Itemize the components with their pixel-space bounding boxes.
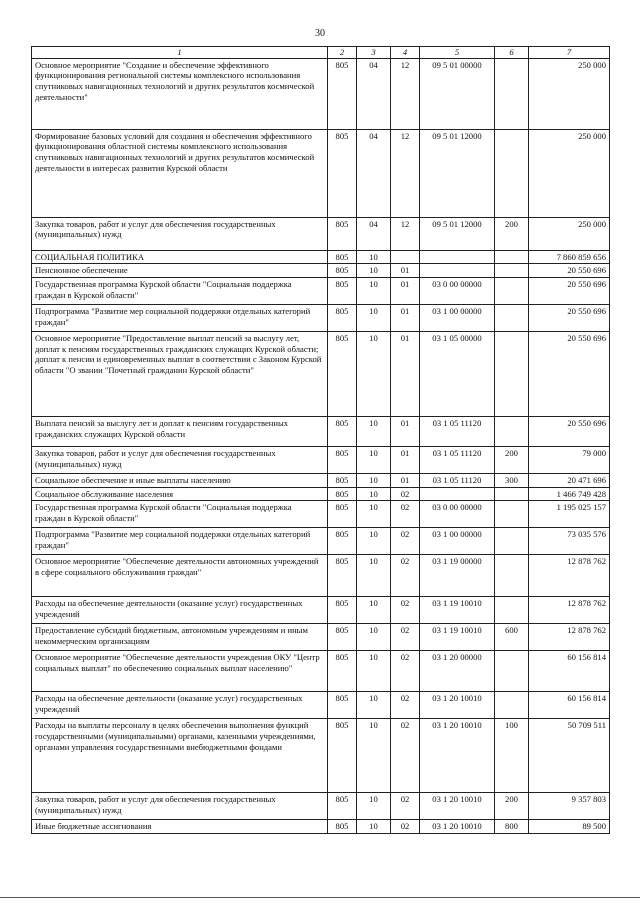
row-name-cell: Закупка товаров, работ и услуг для обеспечения государственных (муниципальных) нужд (32, 217, 328, 250)
subsection-code-cell: 01 (391, 264, 420, 278)
row-name-cell: Расходы на обеспечение деятельности (оказание услуг) государственных учреждений (32, 692, 328, 719)
expense-type-cell (495, 501, 529, 528)
ministry-code-cell: 805 (328, 264, 357, 278)
expense-type-cell (495, 528, 529, 555)
amount-cell: 12 878 762 (529, 597, 610, 624)
subsection-code-cell: 02 (391, 624, 420, 651)
target-article-cell: 03 1 00 00000 (420, 528, 495, 555)
subsection-code-cell: 02 (391, 719, 420, 793)
expense-type-cell (495, 277, 529, 304)
row-name-cell: Закупка товаров, работ и услуг для обеспечения государственных (муниципальных) нужд (32, 793, 328, 820)
table-row (32, 501, 610, 528)
table-row (32, 416, 610, 446)
amount-cell: 12 878 762 (529, 624, 610, 651)
ministry-code-cell: 805 (328, 304, 357, 331)
subsection-code-cell: 01 (391, 446, 420, 473)
amount-cell: 79 000 (529, 446, 610, 473)
expense-type-cell (495, 250, 529, 264)
section-code-cell: 10 (357, 304, 391, 331)
expense-type-cell: 200 (495, 217, 529, 250)
section-code-cell: 04 (357, 217, 391, 250)
ministry-code-cell: 805 (328, 473, 357, 487)
section-code-cell: 10 (357, 264, 391, 278)
amount-cell: 60 156 814 (529, 651, 610, 692)
row-name-cell: Подпрограмма "Развитие мер социальной поддержки отдельных категорий граждан" (32, 304, 328, 331)
target-article-cell: 03 1 05 11120 (420, 473, 495, 487)
expense-type-cell (495, 651, 529, 692)
section-code-cell: 10 (357, 487, 391, 501)
row-name-cell: Подпрограмма "Развитие мер социальной поддержки отдельных категорий граждан" (32, 528, 328, 555)
expense-type-cell: 200 (495, 793, 529, 820)
section-code-cell: 10 (357, 501, 391, 528)
budget-table (31, 46, 610, 834)
target-article-cell: 03 0 00 00000 (420, 277, 495, 304)
ministry-code-cell: 805 (328, 651, 357, 692)
section-code-cell: 10 (357, 597, 391, 624)
amount-cell: 1 195 025 157 (529, 501, 610, 528)
section-code-cell: 10 (357, 416, 391, 446)
section-code-cell: 10 (357, 331, 391, 416)
table-row (32, 597, 610, 624)
row-name-cell: Формирование базовых условий для создания и обеспечения эффективного функционирования областной системы комплексного использования спутниковых навигационных технологий и других результатов космической деятельности в интересах развития Курской области (32, 129, 328, 217)
table-row (32, 129, 610, 217)
row-name-cell: Пенсионное обеспечение (32, 264, 328, 278)
amount-cell: 20 471 696 (529, 473, 610, 487)
column-header: 3 (357, 47, 391, 59)
amount-cell: 250 000 (529, 129, 610, 217)
ministry-code-cell: 805 (328, 277, 357, 304)
row-name-cell: Расходы на обеспечение деятельности (оказание услуг) государственных учреждений (32, 597, 328, 624)
expense-type-cell: 100 (495, 719, 529, 793)
subsection-code-cell: 02 (391, 487, 420, 501)
section-code-cell: 04 (357, 129, 391, 217)
subsection-code-cell: 01 (391, 277, 420, 304)
target-article-cell: 03 0 00 00000 (420, 501, 495, 528)
amount-cell: 250 000 (529, 58, 610, 129)
target-article-cell: 09 5 01 12000 (420, 129, 495, 217)
amount-cell: 50 709 511 (529, 719, 610, 793)
section-code-cell: 10 (357, 793, 391, 820)
section-code-cell: 10 (357, 528, 391, 555)
table-row (32, 555, 610, 597)
target-article-cell: 03 1 19 00000 (420, 555, 495, 597)
amount-cell: 20 550 696 (529, 416, 610, 446)
subsection-code-cell: 12 (391, 217, 420, 250)
column-header: 1 (32, 47, 328, 59)
section-code-cell: 10 (357, 277, 391, 304)
amount-cell: 20 550 696 (529, 264, 610, 278)
section-code-cell: 10 (357, 692, 391, 719)
ministry-code-cell: 805 (328, 129, 357, 217)
subsection-code-cell: 02 (391, 501, 420, 528)
row-name-cell: Социальное обслуживание населения (32, 487, 328, 501)
ministry-code-cell: 805 (328, 446, 357, 473)
expense-type-cell: 300 (495, 473, 529, 487)
row-name-cell: СОЦИАЛЬНАЯ ПОЛИТИКА (32, 250, 328, 264)
subsection-code-cell: 01 (391, 331, 420, 416)
ministry-code-cell: 805 (328, 528, 357, 555)
row-name-cell: Основное мероприятие "Обеспечение деятельности автономных учреждений в сфере социального обслуживания граждан" (32, 555, 328, 597)
section-code-cell: 10 (357, 651, 391, 692)
target-article-cell: 03 1 20 10010 (420, 820, 495, 834)
expense-type-cell: 600 (495, 624, 529, 651)
subsection-code-cell (391, 250, 420, 264)
row-name-cell: Социальное обеспечение и иные выплаты населению (32, 473, 328, 487)
amount-cell: 60 156 814 (529, 692, 610, 719)
target-article-cell: 09 5 01 12000 (420, 217, 495, 250)
amount-cell: 7 860 859 656 (529, 250, 610, 264)
expense-type-cell (495, 304, 529, 331)
table-row (32, 277, 610, 304)
ministry-code-cell: 805 (328, 793, 357, 820)
table-row (32, 331, 610, 416)
expense-type-cell (495, 487, 529, 501)
ministry-code-cell: 805 (328, 416, 357, 446)
subsection-code-cell: 02 (391, 651, 420, 692)
expense-type-cell (495, 692, 529, 719)
section-code-cell: 10 (357, 473, 391, 487)
subsection-code-cell: 01 (391, 473, 420, 487)
subsection-code-cell: 02 (391, 597, 420, 624)
table-row (32, 793, 610, 820)
section-code-cell: 04 (357, 58, 391, 129)
row-name-cell: Основное мероприятие "Обеспечение деятельности учреждения ОКУ "Центр социальных выплат" по обеспечению социальных выплат населению" (32, 651, 328, 692)
table-row (32, 487, 610, 501)
subsection-code-cell: 02 (391, 528, 420, 555)
ministry-code-cell: 805 (328, 250, 357, 264)
table-row (32, 250, 610, 264)
page-number: 30 (315, 28, 325, 39)
table-row (32, 820, 610, 834)
ministry-code-cell: 805 (328, 719, 357, 793)
amount-cell: 20 550 696 (529, 277, 610, 304)
subsection-code-cell: 02 (391, 820, 420, 834)
column-header: 2 (328, 47, 357, 59)
table-header-row (32, 47, 610, 59)
subsection-code-cell: 01 (391, 304, 420, 331)
column-header: 7 (529, 47, 610, 59)
table-row (32, 58, 610, 129)
ministry-code-cell: 805 (328, 331, 357, 416)
section-code-cell: 10 (357, 250, 391, 264)
target-article-cell: 03 1 05 11120 (420, 416, 495, 446)
target-article-cell: 03 1 20 10010 (420, 793, 495, 820)
ministry-code-cell: 805 (328, 501, 357, 528)
amount-cell: 9 357 803 (529, 793, 610, 820)
amount-cell: 20 550 696 (529, 304, 610, 331)
ministry-code-cell: 805 (328, 624, 357, 651)
expense-type-cell (495, 416, 529, 446)
expense-type-cell (495, 331, 529, 416)
table-row (32, 528, 610, 555)
target-article-cell: 03 1 20 10010 (420, 692, 495, 719)
table-row (32, 473, 610, 487)
subsection-code-cell: 02 (391, 555, 420, 597)
subsection-code-cell: 01 (391, 416, 420, 446)
expense-type-cell (495, 58, 529, 129)
ministry-code-cell: 805 (328, 597, 357, 624)
amount-cell: 250 000 (529, 217, 610, 250)
section-code-cell: 10 (357, 624, 391, 651)
ministry-code-cell: 805 (328, 692, 357, 719)
subsection-code-cell: 02 (391, 692, 420, 719)
table-row (32, 264, 610, 278)
amount-cell: 73 035 576 (529, 528, 610, 555)
page-bottom-rule (0, 897, 640, 898)
target-article-cell (420, 487, 495, 501)
column-header: 6 (495, 47, 529, 59)
ministry-code-cell: 805 (328, 58, 357, 129)
row-name-cell: Иные бюджетные ассигнования (32, 820, 328, 834)
table-row (32, 651, 610, 692)
table-row (32, 719, 610, 793)
target-article-cell: 03 1 00 00000 (420, 304, 495, 331)
ministry-code-cell: 805 (328, 820, 357, 834)
target-article-cell (420, 250, 495, 264)
subsection-code-cell: 02 (391, 793, 420, 820)
section-code-cell: 10 (357, 446, 391, 473)
subsection-code-cell: 12 (391, 58, 420, 129)
amount-cell: 12 878 762 (529, 555, 610, 597)
target-article-cell: 03 1 19 10010 (420, 624, 495, 651)
row-name-cell: Предоставление субсидий бюджетным, автономным учреждениям и иным некоммерческим организациям (32, 624, 328, 651)
section-code-cell: 10 (357, 820, 391, 834)
amount-cell: 1 466 749 428 (529, 487, 610, 501)
amount-cell: 89 500 (529, 820, 610, 834)
subsection-code-cell: 12 (391, 129, 420, 217)
target-article-cell: 03 1 05 00000 (420, 331, 495, 416)
expense-type-cell (495, 597, 529, 624)
target-article-cell: 03 1 20 10010 (420, 719, 495, 793)
table-row (32, 217, 610, 250)
target-article-cell: 03 1 05 11120 (420, 446, 495, 473)
column-header: 4 (391, 47, 420, 59)
row-name-cell: Закупка товаров, работ и услуг для обеспечения государственных (муниципальных) нужд (32, 446, 328, 473)
expense-type-cell: 800 (495, 820, 529, 834)
row-name-cell: Государственная программа Курской области "Социальная поддержка граждан в Курской области" (32, 501, 328, 528)
table-row (32, 692, 610, 719)
section-code-cell: 10 (357, 719, 391, 793)
row-name-cell: Государственная программа Курской области "Социальная поддержка граждан в Курской области" (32, 277, 328, 304)
table-row (32, 304, 610, 331)
expense-type-cell (495, 264, 529, 278)
row-name-cell: Основное мероприятие "Предоставление выплат пенсий за выслугу лет, доплат к пенсиям государственных гражданских служащих Курской области; доплат к пенсии и единовременных выплат в соответствии с Законом Курской области "О звании "Почетный гражданин Курской области" (32, 331, 328, 416)
amount-cell: 20 550 696 (529, 331, 610, 416)
table-row (32, 624, 610, 651)
expense-type-cell (495, 129, 529, 217)
table-row (32, 446, 610, 473)
target-article-cell: 09 5 01 00000 (420, 58, 495, 129)
ministry-code-cell: 805 (328, 487, 357, 501)
row-name-cell: Основное мероприятие "Создание и обеспечение эффективного функционирования региональной системы комплексного использования спутниковых навигационных технологий и других результатов космической деятельности" (32, 58, 328, 129)
target-article-cell: 03 1 19 10010 (420, 597, 495, 624)
row-name-cell: Расходы на выплаты персоналу в целях обеспечения выполнения функций государственными (муниципальными) органами, казенными учреждениями, органами управления государственными внебюджетными фондами (32, 719, 328, 793)
row-name-cell: Выплата пенсий за выслугу лет и доплат к пенсиям государственных гражданских служащих Курской области (32, 416, 328, 446)
section-code-cell: 10 (357, 555, 391, 597)
target-article-cell: 03 1 20 00000 (420, 651, 495, 692)
expense-type-cell: 200 (495, 446, 529, 473)
target-article-cell (420, 264, 495, 278)
ministry-code-cell: 805 (328, 217, 357, 250)
column-header: 5 (420, 47, 495, 59)
expense-type-cell (495, 555, 529, 597)
ministry-code-cell: 805 (328, 555, 357, 597)
